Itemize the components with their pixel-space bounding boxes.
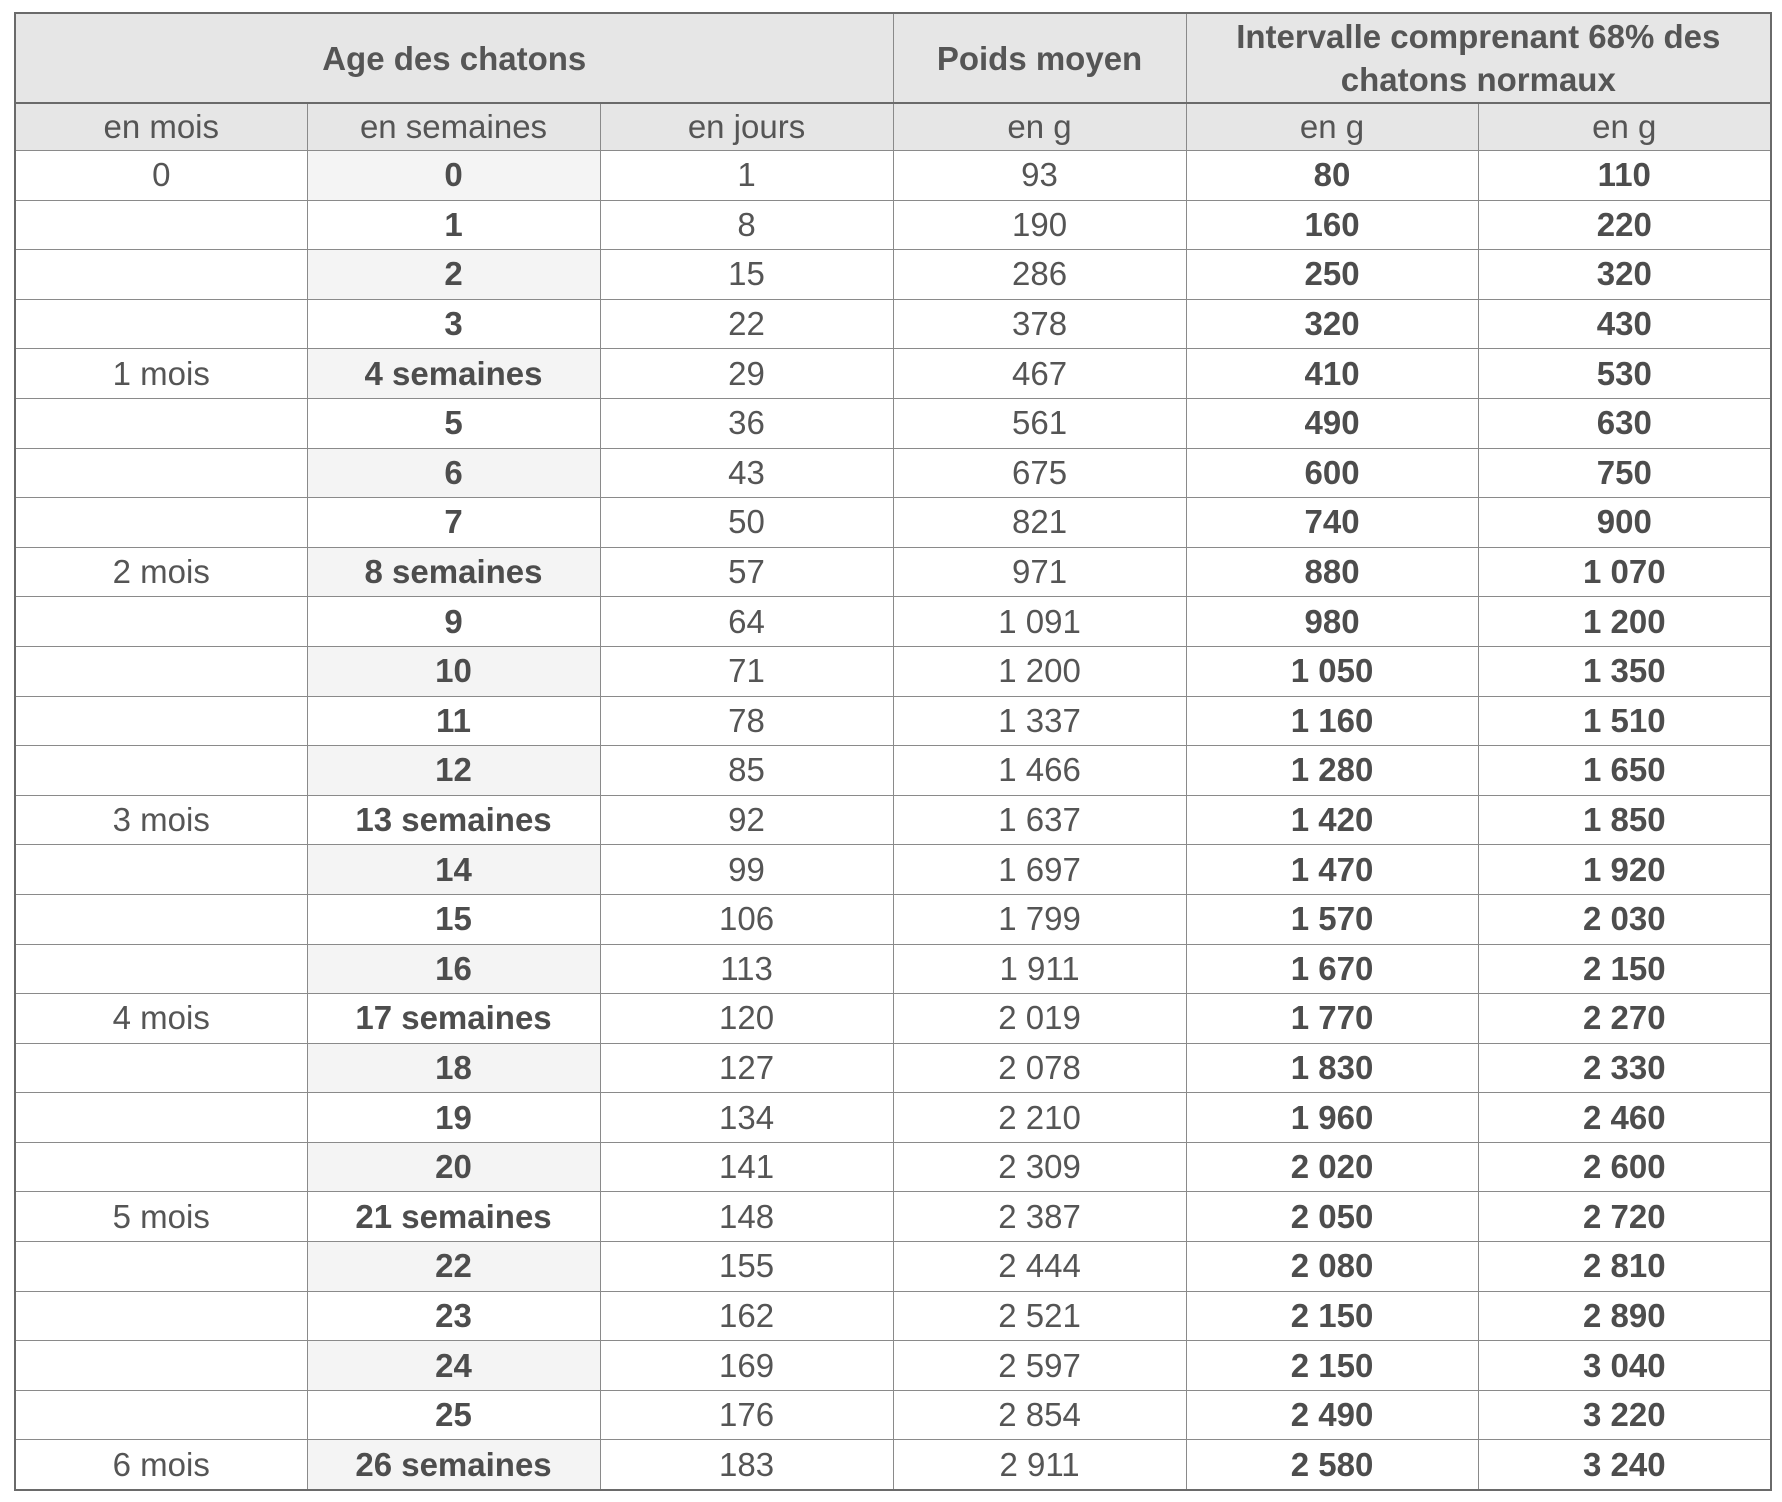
- table-cell: 3 mois: [15, 795, 307, 845]
- table-cell: 1 mois: [15, 349, 307, 399]
- table-cell: 1 200: [893, 646, 1186, 696]
- table-cell: 12: [307, 746, 600, 796]
- table-cell: 169: [600, 1341, 893, 1391]
- table-cell: 3 220: [1478, 1390, 1771, 1440]
- table-cell: 1 911: [893, 944, 1186, 994]
- table-cell: 16: [307, 944, 600, 994]
- table-cell: 430: [1478, 299, 1771, 349]
- table-row: [15, 1093, 1771, 1143]
- table-cell: 22: [307, 1242, 600, 1292]
- column-header: en mois: [15, 103, 307, 151]
- table-cell: 18: [307, 1043, 600, 1093]
- table-cell: 2 309: [893, 1142, 1186, 1192]
- table-cell: 2 810: [1478, 1242, 1771, 1292]
- table-cell: 1 570: [1186, 894, 1478, 944]
- table-cell: 2 019: [893, 994, 1186, 1044]
- table-cell: 2 330: [1478, 1043, 1771, 1093]
- table-cell: [15, 1142, 307, 1192]
- table-row: [15, 696, 1771, 746]
- table-cell: 23: [307, 1291, 600, 1341]
- table-row: [15, 1440, 1771, 1490]
- table-row: [15, 994, 1771, 1044]
- table-cell: 22: [600, 299, 893, 349]
- table-row: [15, 1341, 1771, 1391]
- table-cell: 1 470: [1186, 845, 1478, 895]
- table-cell: 17 semaines: [307, 994, 600, 1044]
- table-cell: 220: [1478, 200, 1771, 250]
- table-cell: [15, 448, 307, 498]
- table-cell: 106: [600, 894, 893, 944]
- table-cell: 2: [307, 250, 600, 300]
- table-row: [15, 944, 1771, 994]
- table-cell: 2 854: [893, 1390, 1186, 1440]
- column-header: en g: [1186, 103, 1478, 151]
- table-row: [15, 1390, 1771, 1440]
- table-cell: 2 720: [1478, 1192, 1771, 1242]
- table-cell: 9: [307, 597, 600, 647]
- table-cell: 740: [1186, 498, 1478, 548]
- table-cell: 880: [1186, 547, 1478, 597]
- table-cell: 1 920: [1478, 845, 1771, 895]
- table-cell: 25: [307, 1390, 600, 1440]
- table-row: [15, 746, 1771, 796]
- header-intervalle: Intervalle comprenant 68% des chatons normaux: [1186, 13, 1771, 103]
- table-cell: 4 semaines: [307, 349, 600, 399]
- table-cell: 2 150: [1186, 1291, 1478, 1341]
- table-cell: 7: [307, 498, 600, 548]
- table-cell: 134: [600, 1093, 893, 1143]
- table-cell: 36: [600, 398, 893, 448]
- table-cell: 13 semaines: [307, 795, 600, 845]
- table-cell: 1 670: [1186, 944, 1478, 994]
- table-cell: [15, 398, 307, 448]
- table-cell: 2 521: [893, 1291, 1186, 1341]
- column-header: en semaines: [307, 103, 600, 151]
- table-cell: 15: [600, 250, 893, 300]
- table-cell: 1 050: [1186, 646, 1478, 696]
- table-cell: 1 466: [893, 746, 1186, 796]
- table-cell: 1: [307, 200, 600, 250]
- table-cell: 160: [1186, 200, 1478, 250]
- table-cell: 1: [600, 151, 893, 201]
- table-cell: 21 semaines: [307, 1192, 600, 1242]
- header-age: Age des chatons: [15, 13, 893, 103]
- table-cell: 6 mois: [15, 1440, 307, 1490]
- table-cell: [15, 498, 307, 548]
- table-body: [15, 151, 1771, 1491]
- table-cell: 2 387: [893, 1192, 1186, 1242]
- table-cell: [15, 944, 307, 994]
- table-cell: [15, 299, 307, 349]
- kitten-weight-table-frame: [14, 12, 1770, 1491]
- table-cell: 183: [600, 1440, 893, 1490]
- table-cell: 2 030: [1478, 894, 1771, 944]
- table-cell: 80: [1186, 151, 1478, 201]
- table-cell: 1 650: [1478, 746, 1771, 796]
- table-cell: 141: [600, 1142, 893, 1192]
- table-cell: 675: [893, 448, 1186, 498]
- table-row: [15, 597, 1771, 647]
- table-cell: 2 580: [1186, 1440, 1478, 1490]
- table-cell: 6: [307, 448, 600, 498]
- table-row: [15, 1192, 1771, 1242]
- table-cell: 5 mois: [15, 1192, 307, 1242]
- table-cell: 2 210: [893, 1093, 1186, 1143]
- table-cell: 19: [307, 1093, 600, 1143]
- table-cell: 14: [307, 845, 600, 895]
- table-cell: 900: [1478, 498, 1771, 548]
- table-cell: 10: [307, 646, 600, 696]
- table-cell: 8: [600, 200, 893, 250]
- table-cell: 4 mois: [15, 994, 307, 1044]
- table-cell: 1 637: [893, 795, 1186, 845]
- table-cell: [15, 1390, 307, 1440]
- table-cell: 1 420: [1186, 795, 1478, 845]
- table-cell: 148: [600, 1192, 893, 1242]
- table-row: [15, 200, 1771, 250]
- table-cell: [15, 200, 307, 250]
- table-row: [15, 498, 1771, 548]
- table-cell: 378: [893, 299, 1186, 349]
- table-cell: 3 040: [1478, 1341, 1771, 1391]
- table-cell: 113: [600, 944, 893, 994]
- table-cell: 92: [600, 795, 893, 845]
- table-cell: [15, 845, 307, 895]
- table-cell: 2 890: [1478, 1291, 1771, 1341]
- table-cell: 467: [893, 349, 1186, 399]
- table-cell: 1 799: [893, 894, 1186, 944]
- table-cell: 250: [1186, 250, 1478, 300]
- table-cell: 971: [893, 547, 1186, 597]
- table-cell: 176: [600, 1390, 893, 1440]
- column-header: en g: [1478, 103, 1771, 151]
- table-cell: 20: [307, 1142, 600, 1192]
- table-cell: 99: [600, 845, 893, 895]
- table-cell: 410: [1186, 349, 1478, 399]
- table-cell: 750: [1478, 448, 1771, 498]
- table-cell: 127: [600, 1043, 893, 1093]
- table-cell: 630: [1478, 398, 1771, 448]
- table-cell: 1 091: [893, 597, 1186, 647]
- table-cell: 530: [1478, 349, 1771, 399]
- table-cell: 2 050: [1186, 1192, 1478, 1242]
- table-cell: 2 911: [893, 1440, 1186, 1490]
- table-row: [15, 151, 1771, 201]
- table-cell: [15, 1242, 307, 1292]
- table-cell: 64: [600, 597, 893, 647]
- table-cell: 1 070: [1478, 547, 1771, 597]
- table-cell: 2 460: [1478, 1093, 1771, 1143]
- table-row: [15, 547, 1771, 597]
- table-cell: 1 280: [1186, 746, 1478, 796]
- table-cell: 2 080: [1186, 1242, 1478, 1292]
- table-row: [15, 646, 1771, 696]
- table-cell: 821: [893, 498, 1186, 548]
- table-cell: 2 mois: [15, 547, 307, 597]
- table-cell: [15, 894, 307, 944]
- table-cell: 29: [600, 349, 893, 399]
- table-cell: [15, 696, 307, 746]
- table-cell: [15, 250, 307, 300]
- table-cell: 1 337: [893, 696, 1186, 746]
- table-cell: 2 078: [893, 1043, 1186, 1093]
- header-poids-moyen: Poids moyen: [893, 13, 1186, 103]
- table-cell: 490: [1186, 398, 1478, 448]
- column-header: en jours: [600, 103, 893, 151]
- table-cell: 78: [600, 696, 893, 746]
- table-cell: 120: [600, 994, 893, 1044]
- table-row: [15, 349, 1771, 399]
- table-cell: 3: [307, 299, 600, 349]
- table-row: [15, 1043, 1771, 1093]
- table-cell: 2 444: [893, 1242, 1186, 1292]
- table-row: [15, 894, 1771, 944]
- table-cell: 1 160: [1186, 696, 1478, 746]
- table-cell: 71: [600, 646, 893, 696]
- table-row: [15, 845, 1771, 895]
- table-cell: 110: [1478, 151, 1771, 201]
- table-cell: [15, 746, 307, 796]
- table-cell: 561: [893, 398, 1186, 448]
- table-cell: 57: [600, 547, 893, 597]
- table-cell: 2 150: [1478, 944, 1771, 994]
- table-cell: [15, 1043, 307, 1093]
- table-cell: 2 597: [893, 1341, 1186, 1391]
- table-cell: [15, 597, 307, 647]
- table-cell: 24: [307, 1341, 600, 1391]
- table-cell: 980: [1186, 597, 1478, 647]
- table-row: [15, 250, 1771, 300]
- table-cell: 15: [307, 894, 600, 944]
- table-cell: [15, 1093, 307, 1143]
- table-cell: 1 830: [1186, 1043, 1478, 1093]
- table-row: [15, 1142, 1771, 1192]
- table-cell: 43: [600, 448, 893, 498]
- table-cell: 11: [307, 696, 600, 746]
- kitten-weight-table: [14, 12, 1772, 1491]
- table-cell: 1 960: [1186, 1093, 1478, 1143]
- table-cell: 1 200: [1478, 597, 1771, 647]
- table-header: [15, 13, 1771, 151]
- table-cell: 286: [893, 250, 1186, 300]
- table-cell: 85: [600, 746, 893, 796]
- table-cell: 2 270: [1478, 994, 1771, 1044]
- table-cell: 1 350: [1478, 646, 1771, 696]
- table-cell: 26 semaines: [307, 1440, 600, 1490]
- table-row: [15, 299, 1771, 349]
- table-row: [15, 1242, 1771, 1292]
- table-cell: 600: [1186, 448, 1478, 498]
- table-cell: [15, 646, 307, 696]
- table-row: [15, 398, 1771, 448]
- table-cell: 1 770: [1186, 994, 1478, 1044]
- table-cell: 0: [307, 151, 600, 201]
- header-row-units: [15, 103, 1771, 151]
- table-cell: 2 020: [1186, 1142, 1478, 1192]
- table-cell: 5: [307, 398, 600, 448]
- table-row: [15, 795, 1771, 845]
- table-cell: 190: [893, 200, 1186, 250]
- table-cell: 2 490: [1186, 1390, 1478, 1440]
- table-cell: 3 240: [1478, 1440, 1771, 1490]
- table-cell: 8 semaines: [307, 547, 600, 597]
- table-cell: 1 850: [1478, 795, 1771, 845]
- table-cell: 2 150: [1186, 1341, 1478, 1391]
- table-cell: 0: [15, 151, 307, 201]
- table-cell: 93: [893, 151, 1186, 201]
- table-cell: 50: [600, 498, 893, 548]
- header-row-groups: [15, 13, 1771, 103]
- table-cell: 162: [600, 1291, 893, 1341]
- table-row: [15, 1291, 1771, 1341]
- column-header: en g: [893, 103, 1186, 151]
- table-row: [15, 448, 1771, 498]
- table-cell: 1 697: [893, 845, 1186, 895]
- table-cell: 2 600: [1478, 1142, 1771, 1192]
- table-cell: 320: [1478, 250, 1771, 300]
- table-cell: 320: [1186, 299, 1478, 349]
- table-cell: 155: [600, 1242, 893, 1292]
- table-cell: [15, 1291, 307, 1341]
- table-cell: 1 510: [1478, 696, 1771, 746]
- table-cell: [15, 1341, 307, 1391]
